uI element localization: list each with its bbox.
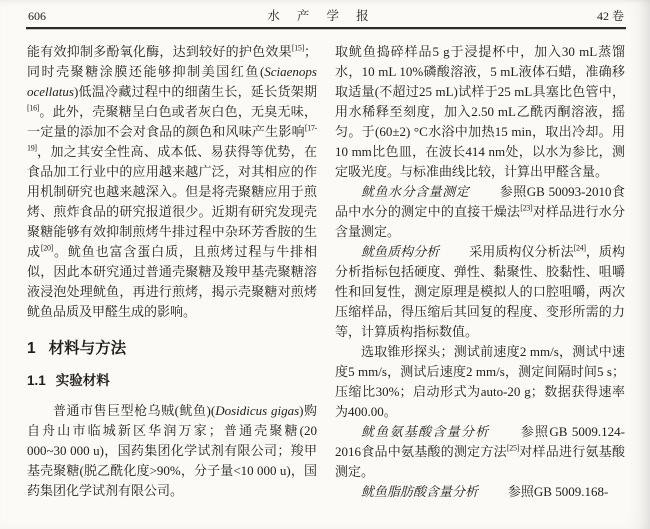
citation-ref: [25]	[506, 443, 520, 453]
header-rule	[26, 27, 626, 29]
paragraph	[335, 42, 625, 182]
heading-number: 1.1	[27, 373, 46, 388]
text-run: 参照GB 5009.124-2016食品中氨基酸的测定方法	[335, 424, 625, 459]
page-header	[27, 6, 625, 27]
text-run: 参照GB 50093-2010食品中水分的测定中的直接干燥法	[335, 184, 625, 219]
run-in-heading: 鱿鱼氨基酸含量分析	[361, 424, 490, 439]
run-in-heading: 鱿鱼水分含量测定	[361, 184, 470, 199]
run-in-heading: 鱿鱼质构分析	[361, 244, 440, 259]
subsection-heading	[27, 372, 317, 390]
heading-title: 材料与方法	[48, 340, 127, 357]
text-run: ，质构分析指标包括硬度、弹性、黏聚性、胶黏性、咀嚼性和回复性，测定原理是模拟人的口腔咀嚼，两次压缩样品，得压缩后其回复的程度、变形所需的力等，计算质构指标数值。	[335, 244, 625, 339]
journal-title: 水 产 学 报	[267, 9, 376, 23]
paragraph	[335, 422, 625, 482]
page-number: 606	[28, 9, 46, 23]
species-name: Dosidicus gigas	[215, 403, 300, 418]
text-run: 对样品进行氨基酸测定。	[335, 444, 625, 479]
text-run: 取鱿鱼捣碎样品5 g于浸提杯中，加入30 mL蒸馏水，10 mL 10%磷酸溶液，5 mL液体石蜡，准确移取适量(不超过25 mL)试样于25 mL具塞比色管中，用水稀释至刻度，加入2.50 mL乙酰丙酮溶液，摇匀。于(60±2) °C水浴中加热15 min，取出冷却。用10 mm比色皿，在波长414 nm处，以水为参比，测定吸光度。与标准曲线比较，计算出甲醛含量。	[335, 44, 625, 179]
text-run: )购自舟山市临城新区华润万家；普通壳聚糖(20 000~30 000 u)，国药集团化学试剂有限公司；羧甲基壳聚糖(脱乙酰化度>90%，分子量<10 000 u)，国药集团化学试剂有限公司。	[27, 403, 318, 498]
text-run: )低温冷藏过程中的细菌生长，延长货架期	[73, 84, 317, 99]
section-heading	[27, 339, 317, 359]
text-run: 选取锥形探头；测试前速度2 mm/s，测试中速度5 mm/s，测试后速度2 mm/s，测定间隔时间5 s；压缩比30%；启动形式为auto-20 g；数据获得速率为400.00。	[335, 344, 625, 419]
text-run: ，加之其安全性高、成本低、易获得等优势，在食品加工行业中的应用越来越广泛，对其相应的作用机制研究也越来越深入。但是将壳聚糖应用于煎烤、煎炸食品的研究报道很少。近期有研究发现壳聚糖能够有效抑制煎烤牛排过程中杂环芳香胺的生成	[27, 144, 317, 259]
text-run: 普通市售巨型枪乌贼(鱿鱼)(	[53, 403, 216, 418]
run-in-heading: 鱿鱼脂肪酸含量分析	[361, 484, 479, 499]
text-run: ；同时壳聚糖涂膜还能够抑制美国红鱼(	[27, 44, 317, 79]
text-run: 参照GB 5009.168-	[507, 484, 609, 499]
text-run: 能有效抑制多酚氧化酶，达到较好的护色效果	[27, 44, 292, 59]
heading-title: 实验材料	[55, 373, 110, 388]
citation-ref: [23]	[520, 203, 533, 213]
paragraph	[335, 182, 625, 242]
paragraph	[27, 42, 317, 322]
paragraph	[335, 242, 625, 342]
citation-ref: [17-19]	[27, 123, 317, 153]
citation-ref: [20]	[40, 243, 54, 253]
text-run: 。此外，壳聚糖呈白色或者灰白色，无臭无味，一定量的添加不会对食品的颜色和风味产生影响	[27, 104, 317, 139]
left-column	[27, 42, 317, 502]
volume-label: 42 卷	[596, 9, 624, 23]
two-column-body	[27, 42, 625, 502]
paragraph	[335, 482, 625, 502]
text-run: 采用质构仪分析法	[469, 244, 574, 259]
citation-ref: [15]	[291, 43, 304, 53]
paragraph	[27, 401, 317, 501]
citation-ref: [16]	[27, 103, 40, 113]
right-column	[335, 42, 625, 502]
citation-ref: [24]	[573, 243, 586, 253]
text-run: 。鱿鱼也富含蛋白质，且煎烤过程与牛排相似，因此本研究通过普通壳聚糖及羧甲基壳聚糖溶液浸泡处理鱿鱼，再进行煎烤，揭示壳聚糖对煎烤鱿鱼品质及甲醛生成的影响。	[27, 244, 317, 319]
paragraph	[335, 342, 625, 422]
text-run: 对样品进行水分含量测定。	[335, 204, 625, 239]
species-name: Sciaenops ocellatus	[27, 64, 317, 99]
heading-number: 1	[27, 340, 36, 357]
